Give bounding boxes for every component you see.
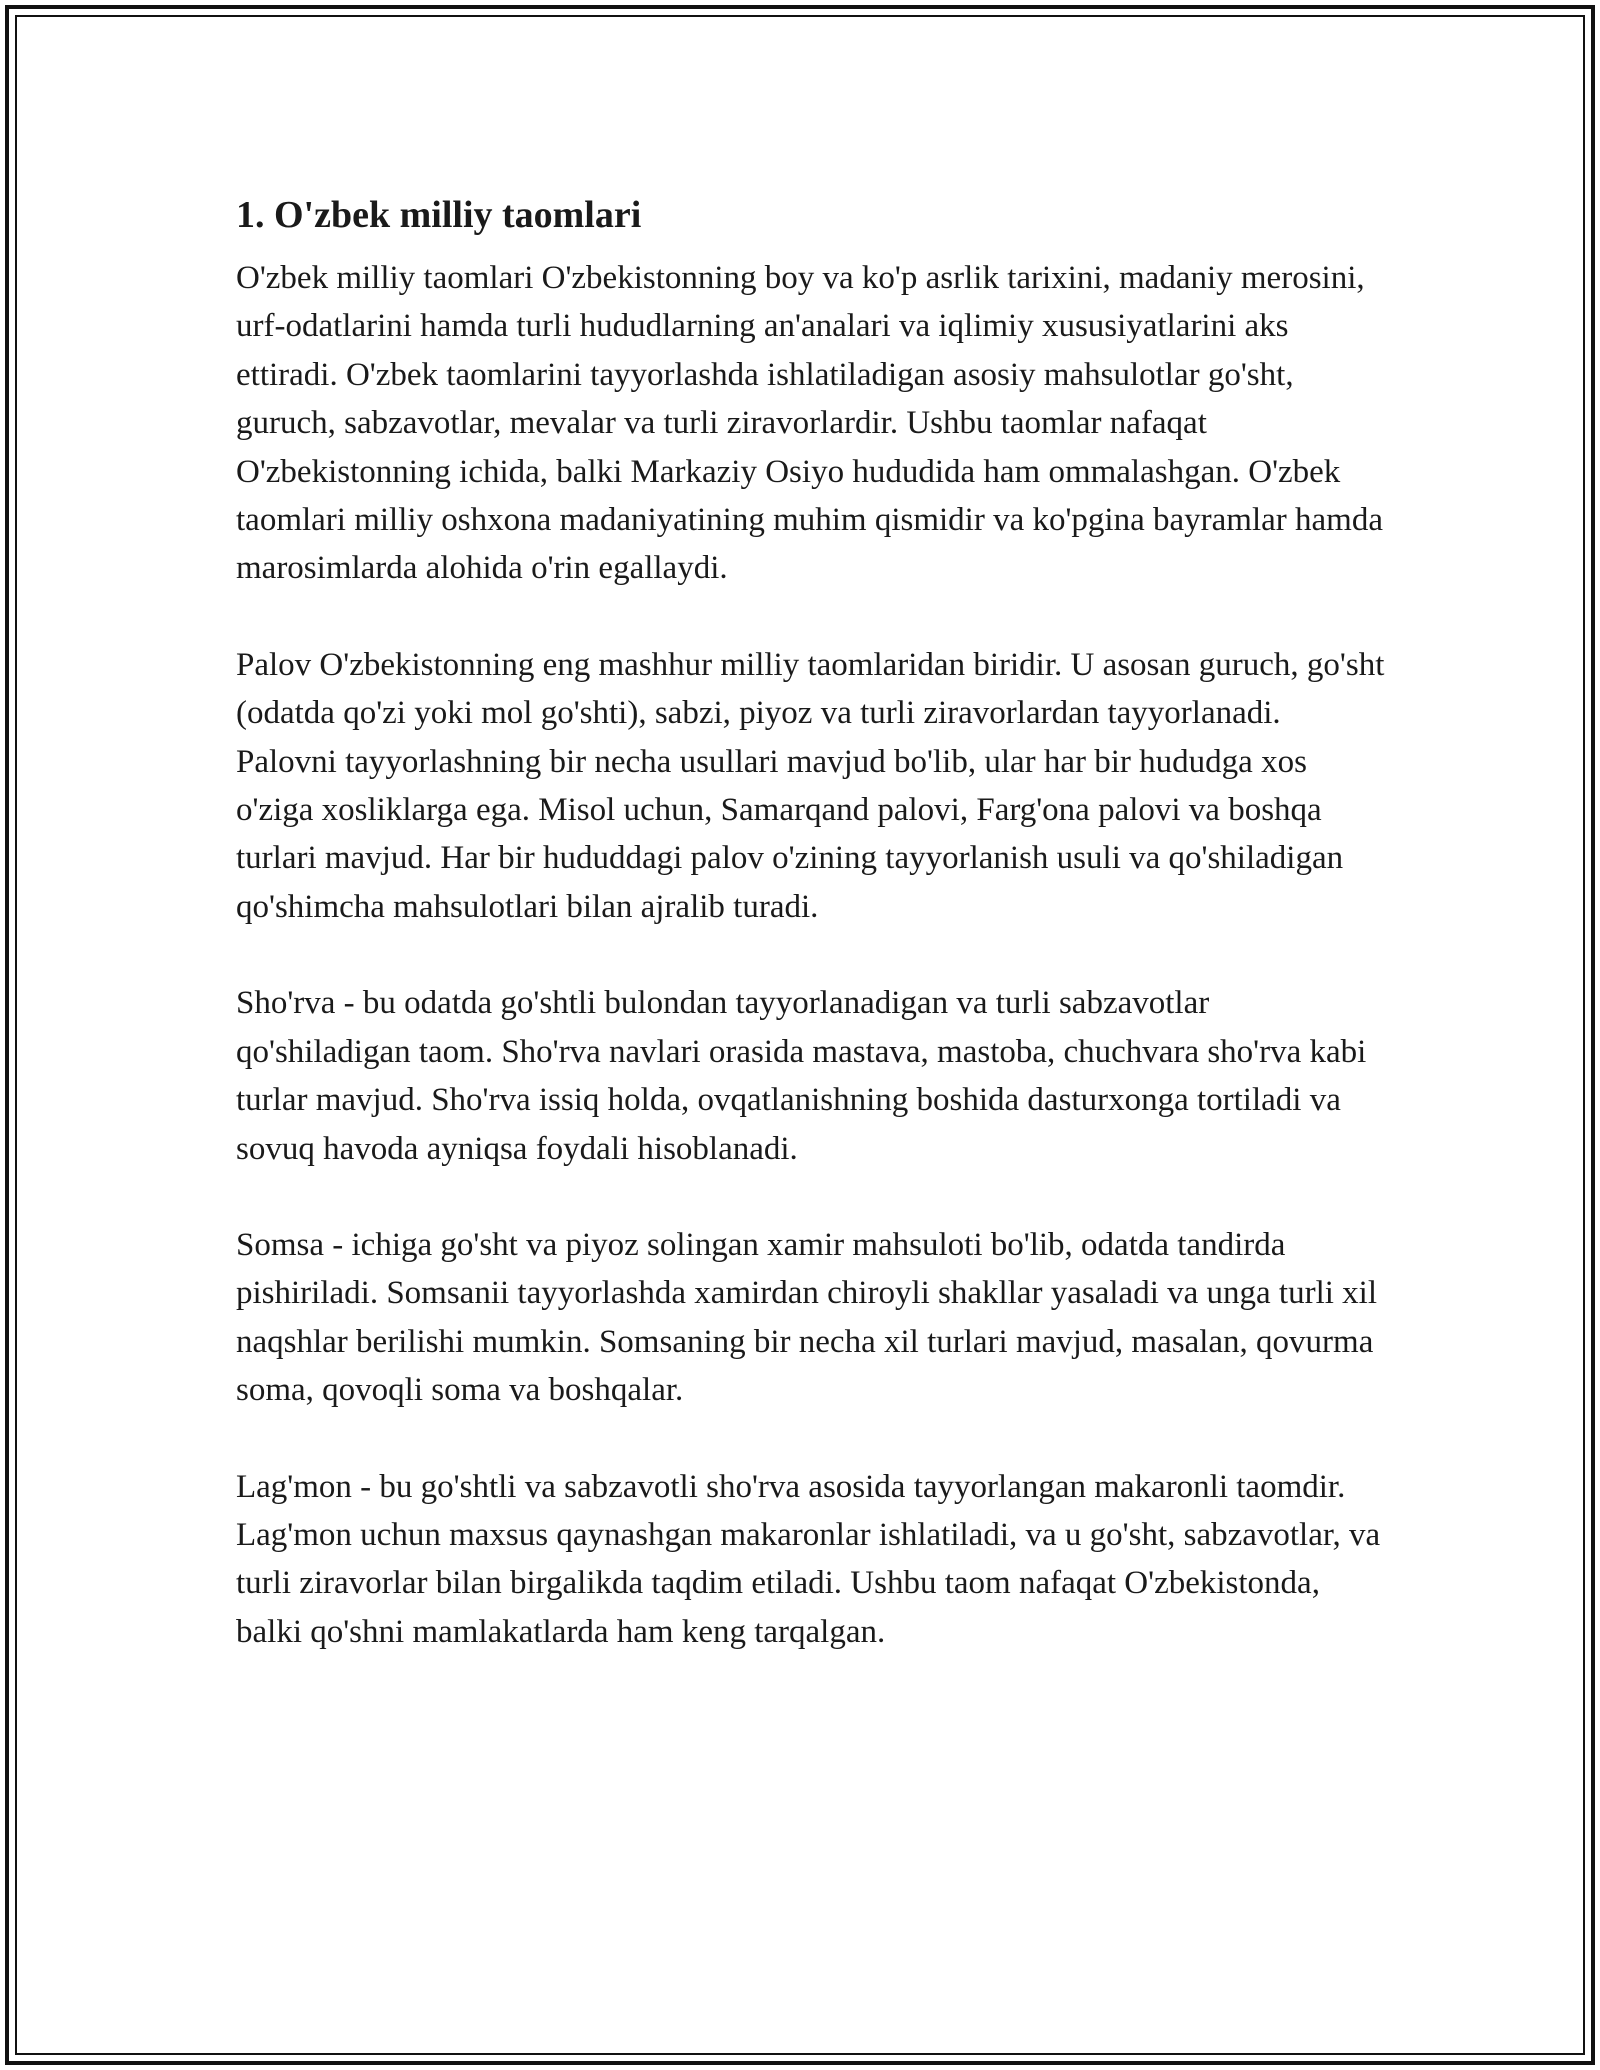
- section-heading: 1. O'zbek milliy taomlari: [236, 194, 642, 236]
- paragraph-shorva: Sho'rva - bu odatda go'shtli bulondan tayyorlanadigan va turli sabzavotlar qo'shiladigan taom. Sho'rva navlari orasida mastava, mastoba, chuchvara sho'rva kabi turlar mavjud. Sho'rva issiq holda, ovqatlanishning boshida dasturxonga tortiladi va sovuq havoda ayniqsa foydali hisoblanadi.: [236, 985, 1367, 1167]
- paragraph-lagmon: Lag'mon - bu go'shtli va sabzavotli sho'rva asosida tayyorlangan makaronli taomdir. Lag'mon uchun maxsus qaynashgan makaronlar ishlatiladi, va u go'sht, sabzavotlar, va turli ziravorlar bilan birgalikda taqdim etiladi. Ushbu taom nafaqat O'zbekistonda, balki qo'shni mamlakatlarda ham keng tarqalgan.: [236, 1468, 1381, 1650]
- paragraph-palov: Palov O'zbekistonning eng mashhur milliy taomlaridan biridir. U asosan guruch, go'sht (odatda qo'zi yoki mol go'shti), sabzi, piyoz va turli ziravorlardan tayyorlanadi. Palovni tayyorlashning bir necha usullari mavjud bo'lib, ular har bir hududga xos o'ziga xosliklarga ega. Misol uchun, Samarqand palovi, Farg'ona palovi va boshqa turlari mavjud. Har bir hududdagi palov o'zining tayyorlanish usuli va qo'shiladigan qo'shimcha mahsulotlari bilan ajralib turadi.: [236, 646, 1385, 925]
- paragraph-intro: O'zbek milliy taomlari O'zbekistonning boy va ko'p asrlik tarixini, madaniy merosini, urf-odatlarini hamda turli hududlarning an'analari va iqlimiy xususiyatlarini aks ettiradi. O'zbek taomlarini tayyorlashda ishlatiladigan asosiy mahsulotlar go'sht, guruch, sabzavotlar, mevalar va turli ziravorlardir. Ushbu taomlar nafaqat O'zbekistonning ichida, balki Markaziy Osiyo hududida ham ommalashgan. O'zbek taomlari milliy oshxona madaniyatining muhim qismidir va ko'pgina bayramlar hamda marosimlarda alohida o'rin egallaydi.: [236, 260, 1383, 587]
- document-content: [236, 188, 1386, 1704]
- paragraph-somsa: Somsa - ichiga go'sht va piyoz solingan xamir mahsuloti bo'lib, odatda tandirda pishiriladi. Somsanii tayyorlashda xamirdan chiroyli shakllar yasaladi va unga turli xil naqshlar berilishi mumkin. Somsaning bir necha xil turlari mavjud, masalan, qovurma soma, qovoqli soma va boshqalar.: [236, 1226, 1377, 1409]
